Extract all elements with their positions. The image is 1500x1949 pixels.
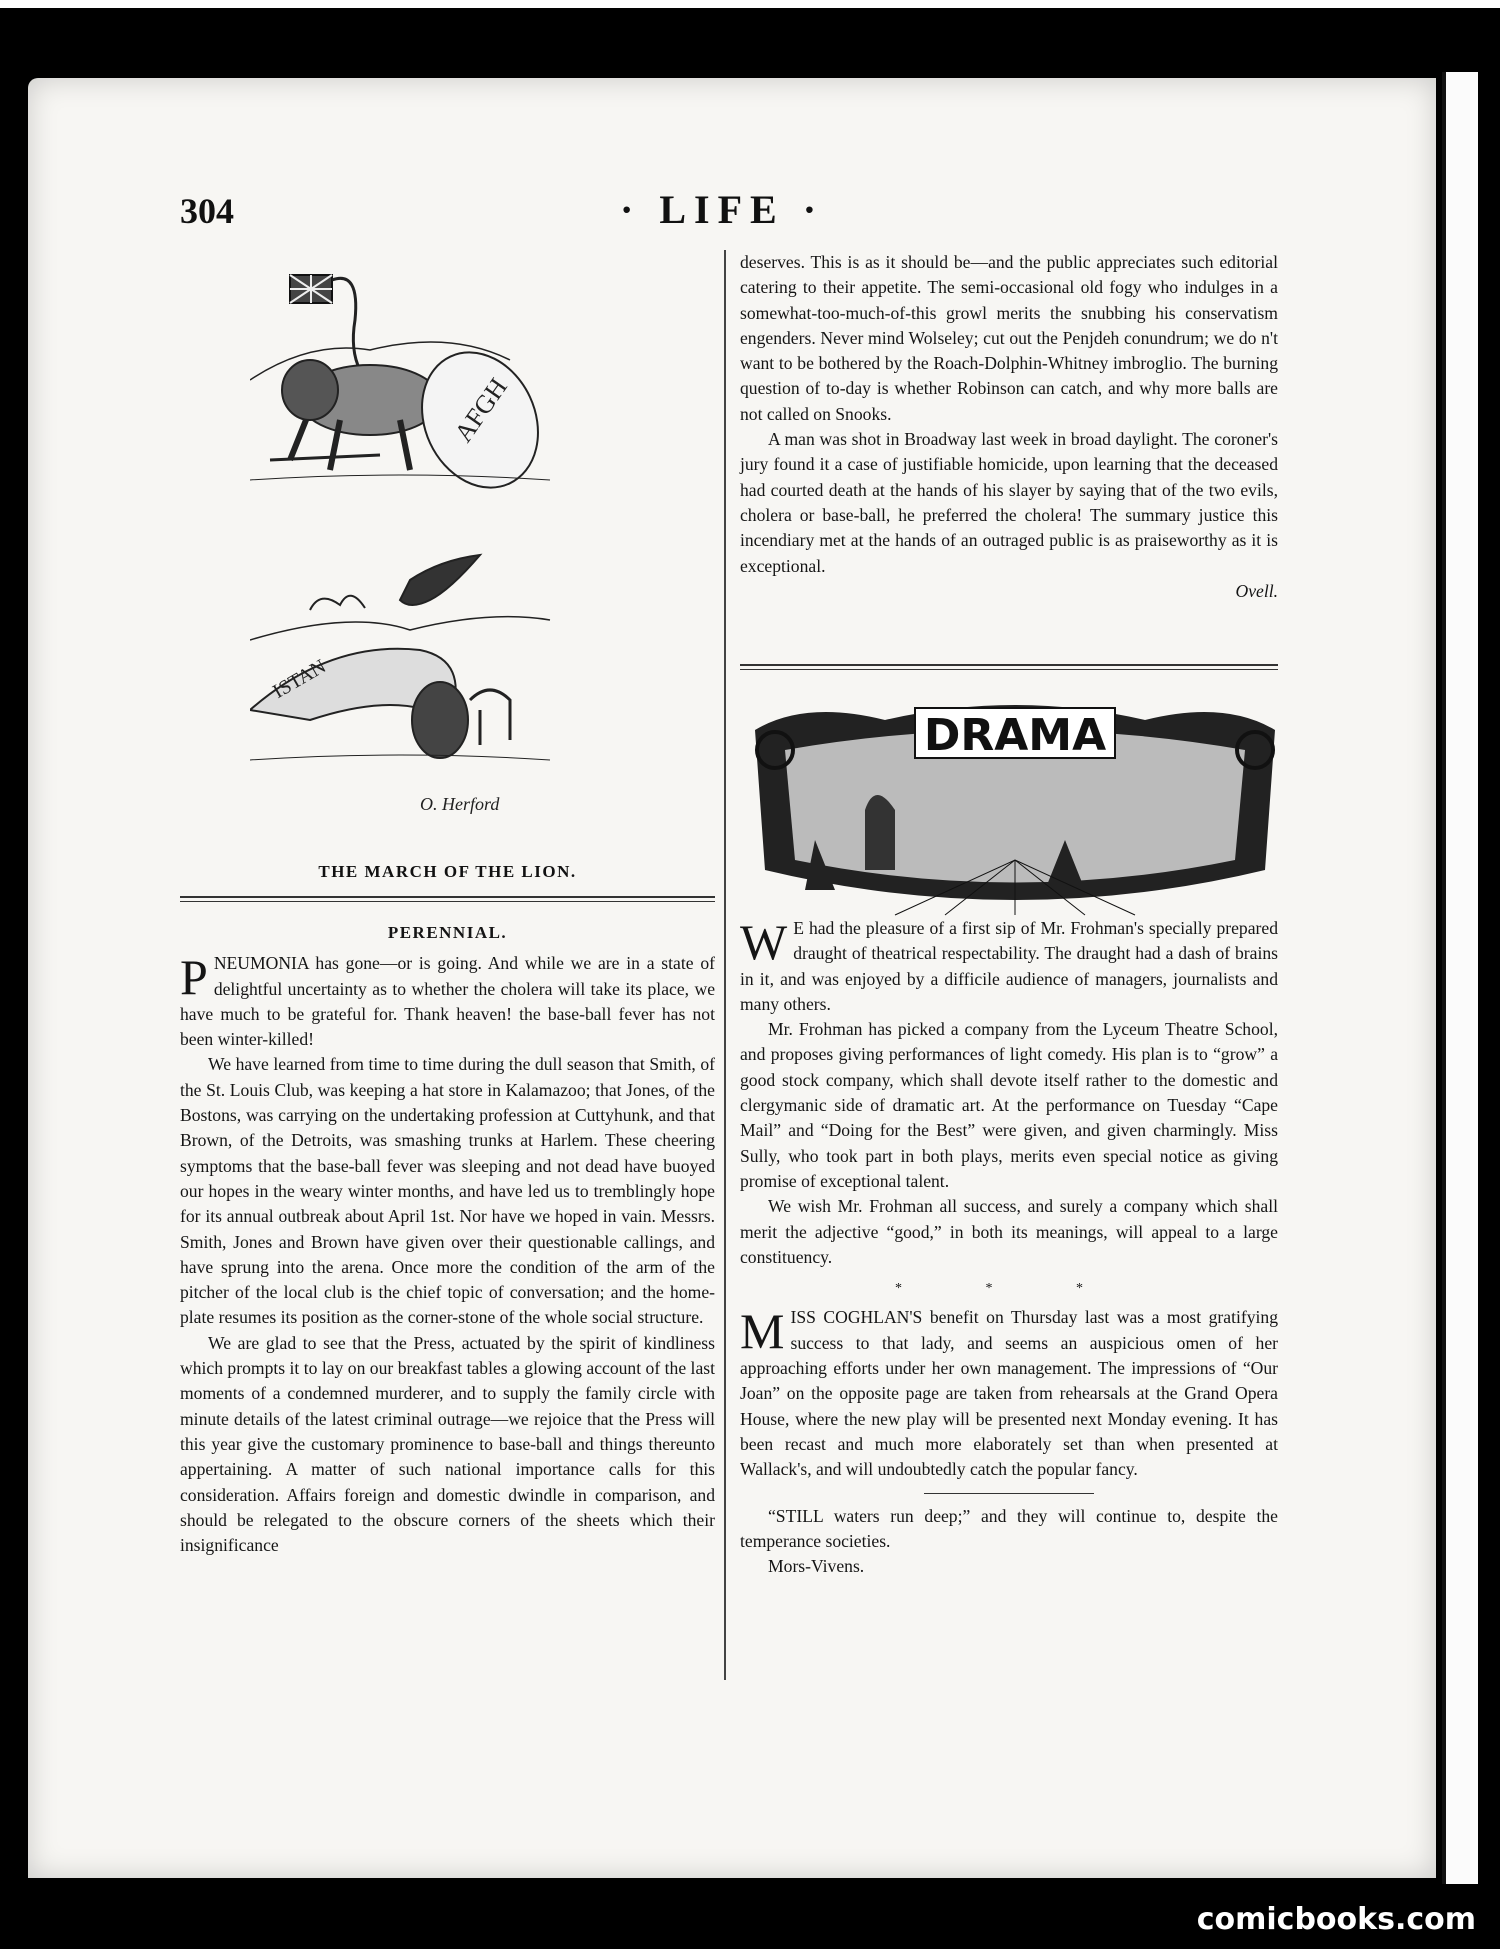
drop-cap: W xyxy=(740,914,788,970)
article-paragraph: MISS COGHLAN'S benefit on Thursday last was a most gratifying success to that lady, and seems an auspicious omen of her approaching efforts under her own management. The impressions of “Our Joan” on the opposite page are taken from rehearsals at the Grand Opera House, where the new play will be presented next Monday evening. It has been recast and much more elaborately set than when presented at Wallack's, and will undoubtedly catch the popular fancy. xyxy=(740,1303,1278,1480)
article-heading: PERENNIAL. xyxy=(387,923,508,942)
still-waters-paragraph: “STILL waters run deep;” and they will continue to, despite the temperance societies. xyxy=(740,1505,1278,1551)
column-divider xyxy=(724,250,726,1680)
drop-cap: P xyxy=(180,949,208,1006)
drama-article xyxy=(740,916,1278,1579)
author-signature: Ovell. xyxy=(1235,580,1278,601)
article-paragraph: We are glad to see that the Press, actuated by the spirit of kindliness which prompts it to lay on our breakfast tables a glowing account of the last moments of a condemned murderer, and to supply the family circle with minute details of the latest criminal outrage—we rejoice that the Press will this year give the customary prominence to base-ball and things thereunto appertaining. A matter of such national importance calls for this consideration. Affairs foreign and domestic dwindle in comparison, and should be relegated to the obscure corners of the sheets which their insignificance xyxy=(180,1332,715,1556)
article-paragraph: We have learned from time to time during the dull season that Smith, of the St. Louis Club, was keeping a hat store in Kalamazoo; that Jones, of the Bostons, was carrying on the undertaking profession at Cuttyhunk, and that Brown, of the Detroits, was smashing trunks at Harlem. These cheering symptoms that the base-ball fever was sleeping and not dead have buoyed our hopes in the weary winter months, and have led us to tremblingly hope for its annual outbreak about April 1st. Nor have we hoped in vain. Messrs. Smith, Jones and Brown have given over their questionable callings, and have sprung into the arena. Once more the condition of the arm of the pitcher of the local club is the chief topic of conversation; and the home-plate resumes its position as the corner-stone of the whole social structure. xyxy=(180,1054,715,1328)
drop-cap: M xyxy=(740,1303,785,1360)
svg-text:AFGH: AFGH xyxy=(448,372,513,448)
perennial-article xyxy=(180,920,715,1558)
perennial-continued xyxy=(740,250,1278,604)
article-paragraph: We wish Mr. Frohman all success, and surely a company which shall merit the adjective “good,” in both its meanings, will appeal to a large constituency. xyxy=(740,1196,1278,1267)
march-of-the-lion-cartoon xyxy=(250,270,630,840)
svg-text:ISTAN: ISTAN xyxy=(269,655,330,703)
next-page-edge xyxy=(1442,72,1478,1884)
artist-signature: O. Herford xyxy=(420,794,500,814)
masthead-title: · LIFE · xyxy=(620,187,825,232)
article-paragraph: deserves. This is as it should be—and the public appreciates such editorial catering to their appetite. The semi-occasional old fogy who indulges in a somewhat-too-much-of-this growl merits the snubbing his conservatism engenders. Never mind Wolseley; cut out the Penjdeh conundrum; we do n't want to be bothered by the Roach-Dolphin-Whitney imbroglio. The burning question of to-day is whether Robinson can catch, and why more balls are not called on Snooks. xyxy=(740,252,1278,424)
drama-title: DRAMA xyxy=(923,710,1107,761)
watermark-text: comicbooks.com xyxy=(1196,1902,1476,1937)
section-stars: * * * xyxy=(895,1281,1123,1297)
section-rule xyxy=(740,664,1278,670)
article-paragraph: Mr. Frohman has picked a company from the Lyceum Theatre School, and proposes giving performances of light comedy. His plan is to “grow” a good stock company, which shall devote itself rather to the domestic and clergymanic side of dramatic art. At the performance on Tuesday “Cape Mail” and “Doing for the Best” were given, and given charmingly. Miss Sully, who took part in both plays, merits even special notice as giving promise of exceptional talent. xyxy=(740,1019,1278,1191)
article-paragraph: W E had the pleasure of a first sip of Mr. Frohman's specially prepared draught of theatrical respectability. The draught had a dash of brains in it, and was enjoyed by a difficile audience of managers, journalists and many others. xyxy=(740,914,1278,1014)
scan-top-border xyxy=(0,0,1500,76)
still-waters-author: Mors-Vivens. xyxy=(768,1556,865,1577)
lion-panel xyxy=(250,275,559,507)
article-paragraph: A man was shot in Broadway last week in broad daylight. The coroner's jury found it a case of justifiable homicide, upon learning that the deceased had courted death at the hands of his slayer by saying that of the two evils, cholera or base-ball, he preferred the cholera! The summary justice this incendiary met at the hands of an outraged public is as praiseworthy as it is exceptional. xyxy=(740,429,1278,576)
short-rule xyxy=(924,1493,1094,1494)
section-rule xyxy=(180,896,715,902)
page-number: 304 xyxy=(180,191,234,231)
drama-banner-illustration xyxy=(745,690,1285,920)
vulture xyxy=(400,555,480,605)
bird-panel xyxy=(250,555,550,814)
article-paragraph: PNEUMONIA has gone—or is going. And while we are in a state of delightful uncertainty as to whether the cholera will take its place, we have much to be grateful for. Thank heaven! the base-ball fever has not been winter-killed! xyxy=(180,949,715,1050)
dog xyxy=(470,690,510,745)
cartoon-caption: THE MARCH OF THE LION. xyxy=(318,862,577,881)
